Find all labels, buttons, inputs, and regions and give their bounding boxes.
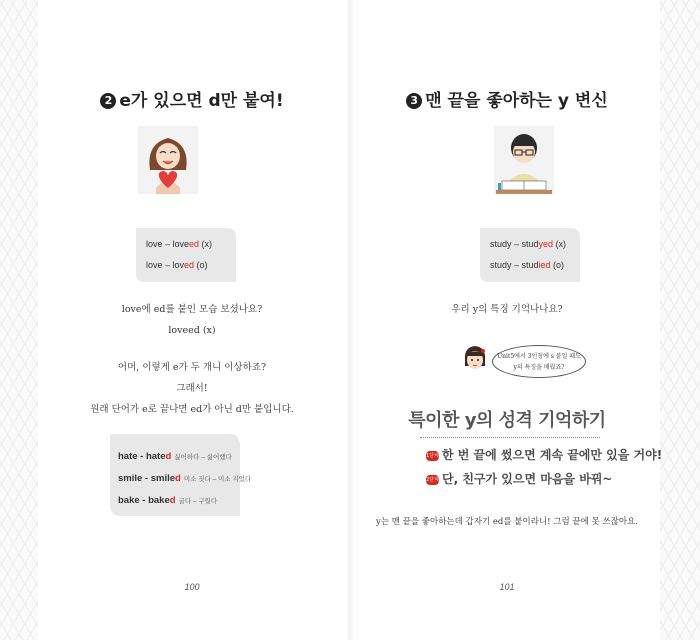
example-mark: (x) — [553, 239, 567, 249]
heading-number-badge: 2 — [100, 93, 116, 109]
example-line-right — [490, 260, 564, 270]
table-gloss: 굽다 – 구웠다 — [178, 498, 218, 505]
tip-step-2 — [426, 470, 612, 487]
word-base: hate - hate — [118, 451, 166, 462]
example-mark: (o) — [550, 260, 565, 270]
step-badge: 1단계 — [426, 453, 439, 459]
paragraph-line: 원래 단어가 e로 끝나면 ed가 아닌 d만 붙입니다. — [90, 404, 294, 415]
step-badge: 2단계 — [426, 477, 439, 483]
paragraph-line: love에 ed를 붙인 모습 보셨나요? — [121, 304, 263, 315]
table-word — [118, 473, 181, 484]
word-ending: d — [169, 495, 176, 506]
right-heading — [354, 86, 660, 111]
word-ending: d — [175, 473, 181, 484]
example-base: study – stud — [490, 260, 539, 270]
table-gloss: 미소 짓다 – 미소 지었다 — [183, 476, 252, 483]
left-edge-pattern — [0, 0, 38, 640]
table-row — [118, 490, 217, 508]
paragraph-line: loveed (x) — [168, 325, 216, 336]
paragraph-line: 어머, 이렇게 e가 두 개니 이상하죠? — [117, 362, 267, 373]
left-heading-text: e가 있으면 d만 붙여! — [119, 91, 284, 111]
right-paragraph-1: 우리 y의 특징 기억나나요? — [451, 304, 563, 315]
bubble-line: y의 특징을 배웠죠? — [513, 364, 565, 371]
example-mark: (x) — [199, 239, 213, 249]
example-ending: ied — [538, 260, 551, 270]
tip-text: 한 번 끝에 썼으면 계속 끝에만 있을 거야! — [442, 448, 663, 462]
study-example-box — [480, 228, 580, 282]
love-example-box — [136, 228, 236, 282]
example-base: study – stud — [490, 239, 539, 249]
ed-table-box — [110, 434, 252, 516]
example-line-wrong — [146, 239, 212, 249]
left-page-number: 100 — [184, 582, 200, 592]
word-ending: d — [165, 451, 172, 462]
heading-number-badge: 3 — [406, 93, 422, 109]
table-row — [118, 446, 232, 464]
speech-bubble — [492, 345, 586, 378]
table-gloss: 싫어하다 – 싫어했다 — [174, 454, 232, 461]
example-mark: (o) — [194, 260, 208, 270]
left-paragraph-2 — [38, 357, 346, 420]
book-gutter — [346, 0, 354, 640]
table-word — [118, 495, 176, 506]
studying-boy-illustration — [494, 126, 554, 194]
example-base: love – lov — [146, 260, 185, 270]
girl-heart-illustration — [138, 126, 198, 194]
example-base: love – love — [146, 239, 190, 249]
example-line-wrong — [490, 239, 566, 249]
word-base: smile - smile — [118, 473, 176, 484]
dotted-divider — [420, 437, 600, 438]
right-edge-pattern — [660, 0, 700, 640]
bubble-line: Unit5에서 3인칭에 s 붙일 때도 — [497, 353, 581, 360]
example-ending: ed — [189, 239, 200, 249]
right-paragraph-2: y는 맨 끝을 좋아하는데 갑자기 ed를 붙이라니! 그럼 끝에 못 쓰잖아요. — [376, 517, 638, 527]
paragraph-line: 그래서! — [176, 383, 208, 394]
example-ending: yed — [538, 239, 554, 249]
tip-step-1 — [426, 446, 662, 463]
example-ending: ed — [184, 260, 195, 270]
right-page-number: 101 — [499, 582, 515, 592]
tip-text: 단, 친구가 있으면 마음을 바꿔~ — [442, 472, 613, 486]
section-title: 특이한 y의 성격 기억하기 — [408, 410, 606, 431]
example-line-right — [146, 260, 208, 270]
left-paragraph-1 — [38, 299, 346, 341]
table-row — [118, 468, 251, 486]
left-heading — [38, 86, 346, 111]
word-base: bake - bake — [118, 495, 170, 506]
left-page — [38, 0, 346, 640]
girl-face-icon — [462, 344, 488, 374]
right-heading-text: 맨 끝을 좋아하는 y 변신 — [425, 91, 608, 111]
right-page — [354, 0, 663, 640]
table-word — [118, 451, 171, 462]
